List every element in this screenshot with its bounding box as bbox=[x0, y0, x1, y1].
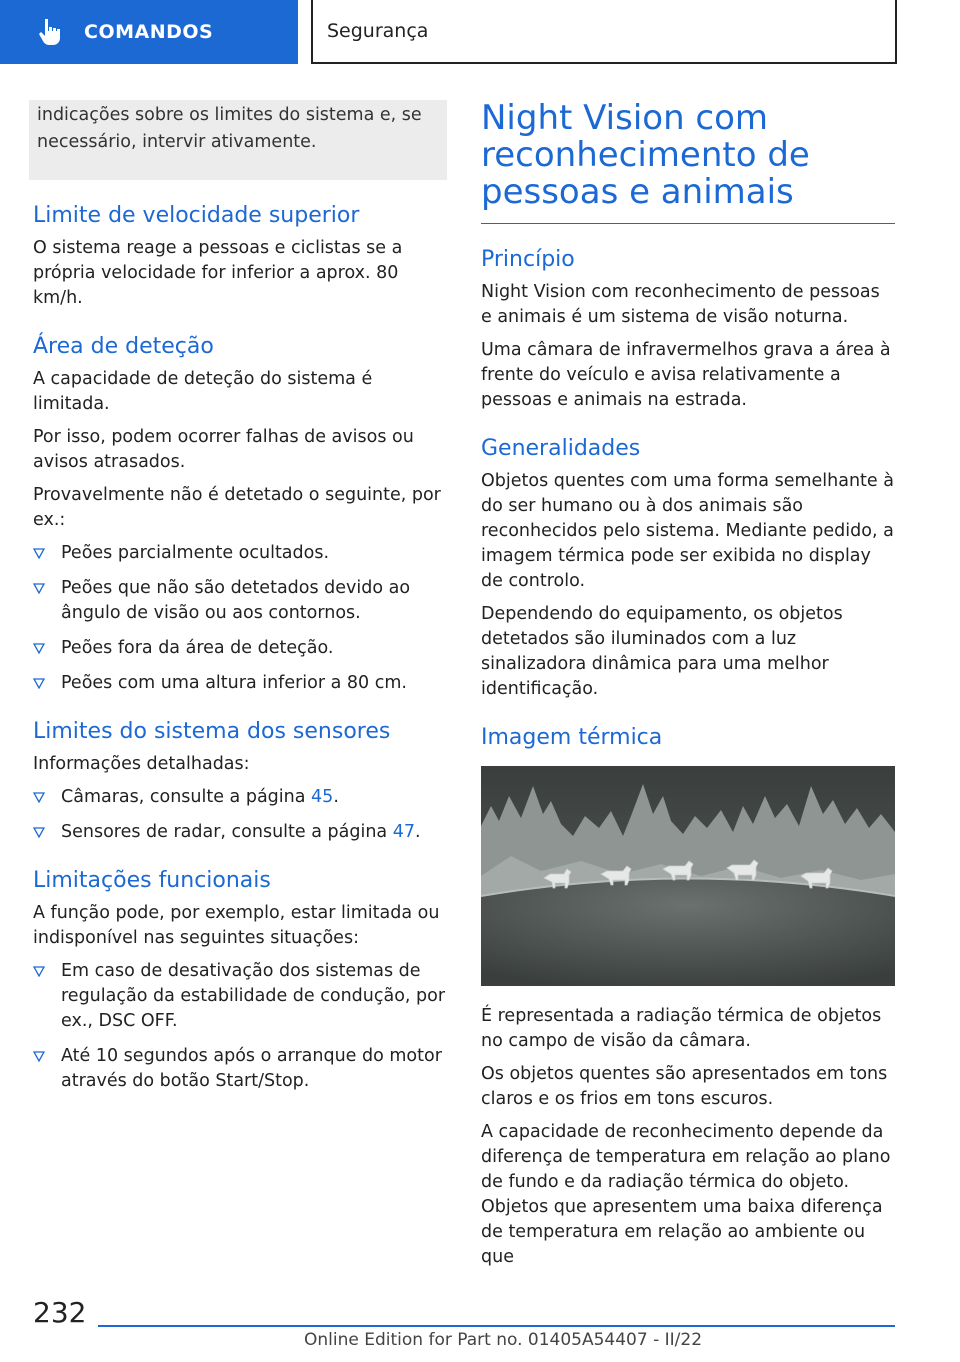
list-item: Peões fora da área de deteção. bbox=[33, 636, 447, 661]
triangle-bullet-icon bbox=[33, 643, 45, 654]
bullet-list bbox=[33, 541, 447, 696]
paragraph: Informações detalhadas: bbox=[33, 754, 250, 774]
paragraph: Night Vision com reconhecimento de pessoas e animais é um sistema de visão noturna. bbox=[481, 282, 880, 327]
paragraph: É representada a radiação térmica de objetos no campo de visão da câmara. bbox=[481, 1006, 882, 1051]
triangle-bullet-icon bbox=[33, 548, 45, 559]
section-header bbox=[311, 0, 897, 64]
paragraph: Provavelmente não é detetado o seguinte, por ex.: bbox=[33, 485, 441, 530]
page-title: Night Vision com reconhecimento de pessoas e animais bbox=[481, 100, 895, 224]
triangle-bullet-icon bbox=[33, 827, 45, 838]
chapter-tab bbox=[0, 0, 298, 64]
right-column bbox=[481, 100, 895, 1278]
page-link-cameras[interactable]: 45 bbox=[311, 787, 334, 807]
list-item: Em caso de desativação dos sistemas de regulação da estabilidade de condução, por ex., DSC OFF. bbox=[33, 959, 447, 1034]
triangle-bullet-icon bbox=[33, 678, 45, 689]
heading-thermal-image: Imagem térmica bbox=[481, 725, 663, 750]
hand-pointer-icon bbox=[36, 17, 62, 47]
footer-divider bbox=[98, 1325, 895, 1327]
list-item: Câmaras, consulte a página 45. bbox=[33, 785, 447, 810]
paragraph: O sistema reage a pessoas e ciclistas se a própria velocidade for inferior a aprox. 80 km/h. bbox=[33, 238, 403, 308]
heading-detection-area: Área de deteção bbox=[33, 334, 214, 359]
list-item: Sensores de radar, consulte a página 47. bbox=[33, 820, 447, 845]
chapter-label: COMANDOS bbox=[84, 21, 214, 43]
triangle-bullet-icon bbox=[33, 583, 45, 594]
heading-general: Generalidades bbox=[481, 436, 641, 461]
triangle-bullet-icon bbox=[33, 1051, 45, 1062]
paragraph: A capacidade de reconhecimento depende da diferença de temperatura em relação ao plano de fundo e da radiação térmica do objeto. Objetos que apresentem uma baixa diferença de temperatura em relação ao ambiente ou que bbox=[481, 1122, 891, 1267]
heading-principle: Princípio bbox=[481, 247, 575, 272]
list-item: Até 10 segundos após o arranque do motor através do botão Start/Stop. bbox=[33, 1044, 447, 1094]
paragraph: A função pode, por exemplo, estar limitada ou indisponível nas seguintes situações: bbox=[33, 903, 440, 948]
paragraph: Dependendo do equipamento, os objetos detetados são iluminados com a luz sinalizadora dinâmica para uma melhor identificação. bbox=[481, 604, 843, 699]
bullet-list bbox=[33, 785, 447, 845]
page-link-radar[interactable]: 47 bbox=[392, 822, 415, 842]
paragraph: Uma câmara de infravermelhos grava a área à frente do veículo e avisa relativamente a pessoas e animais na estrada. bbox=[481, 340, 891, 410]
intro-note: indicações sobre os limites do sistema e, se necessário, intervir ativamente. bbox=[29, 100, 447, 180]
paragraph: Objetos quentes com uma forma semelhante à do ser humano ou à dos animais são reconhecidos pelo sistema. Mediante pedido, a imagem térmica pode ser exibida no display de controlo. bbox=[481, 471, 894, 591]
heading-functional-limits: Limitações funcionais bbox=[33, 868, 271, 893]
paragraph: Os objetos quentes são apresentados em tons claros e os frios em tons escuros. bbox=[481, 1064, 888, 1109]
left-column bbox=[33, 100, 447, 1104]
list-item: Peões com uma altura inferior a 80 cm. bbox=[33, 671, 447, 696]
triangle-bullet-icon bbox=[33, 966, 45, 977]
heading-sensor-limits: Limites do sistema dos sensores bbox=[33, 719, 391, 744]
heading-speed-limit: Limite de velocidade superior bbox=[33, 203, 360, 228]
list-item: Peões parcialmente ocultados. bbox=[33, 541, 447, 566]
paragraph: Por isso, podem ocorrer falhas de avisos ou avisos atrasados. bbox=[33, 427, 414, 472]
bullet-list bbox=[33, 959, 447, 1094]
paragraph: A capacidade de deteção do sistema é limitada. bbox=[33, 369, 373, 414]
section-label: Segurança bbox=[327, 20, 429, 42]
list-item: Peões que não são detetados devido ao ângulo de visão ou aos contornos. bbox=[33, 576, 447, 626]
thermal-image-illustration bbox=[481, 766, 895, 986]
footer-edition: Online Edition for Part no. 01405A54407 - II/22 bbox=[304, 1330, 703, 1350]
triangle-bullet-icon bbox=[33, 792, 45, 803]
page-number: 232 bbox=[33, 1296, 87, 1329]
